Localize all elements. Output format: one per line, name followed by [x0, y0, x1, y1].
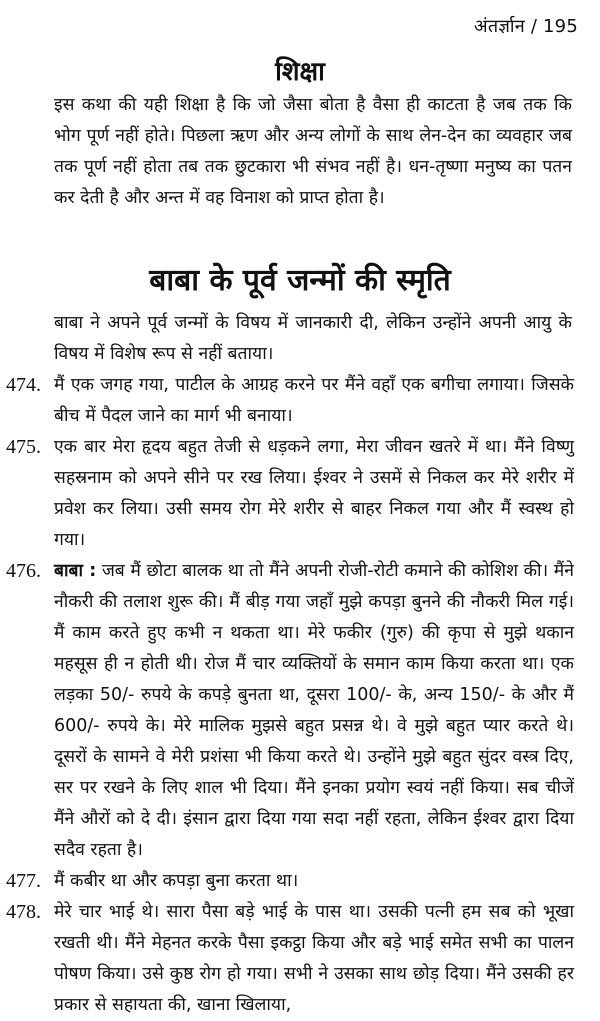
section-heading-shiksha: शिक्षा [275, 57, 325, 87]
item-number: 478. [6, 901, 41, 923]
item-text: मैं कबीर था और कपड़ा बुना करता था। [54, 871, 299, 891]
item-text: एक बार मेरा हृदय बहुत तेजी से धड़कने लगा, मेरा जीवन खतरे में था। मैंने विष्णु सहस्रनाम को अपने सीने पर रख लिया। ईश्वर ने उसमें से निकल कर मेरे शरीर में प्रवेश कर लिया। उसी समय रोग मेरे शरीर से बाहर निकल गया और मैं स्वस्थ हो गया। [54, 437, 574, 550]
past-lives-intro-paragraph: बाबा ने अपने पूर्व जन्मों के विषय में जानकारी दी, लेकिन उन्होंने अपनी आयु के विषय में विशेष रूप से नहीं बताया। [54, 313, 572, 364]
item-text: जब मैं छोटा बालक था तो मैंने अपनी रोजी-रोटी कमाने की कोशिश की। मैंने नौकरी की तलाश शुरू की। मैं बीड़ गया जहाँ मुझे कपड़ा बुनने की नौकरी मिल गई। मैं काम करते हुए कभी न थकता था। मेरे फकीर (गुरु) की कृपा से मुझे थकान महसूस ही न होती थी। रोज मैं चार व्यक्तियों के समान काम किया करता था। एक लड़का 50/- रुपये के कपड़े बुनता था, दूसरा 100/- के, अन्य 150/- के और मैं 600/- रुपये के। मेरे मालिक मुझसे बहुत प्रसन्न थे। वे मुझे बहुत प्यार करते थे। दूसरों के सामने वे मेरी प्रशंसा भी किया करते थे। उन्होंने मुझे बहुत सुंदर वस्त्र दिए, सर पर रखने के लिए शाल भी दिया। मैंने इनका प्रयोग स्वयं नहीं किया। सब चीजें मैंने औरों को दे दी। इंसान द्वारा दिया गया सदा नहीं रहता, लेकिन ईश्वर द्वारा दिया सदैव रहता है। [54, 561, 574, 860]
speaker-label: बाबा : [54, 561, 97, 581]
item-number: 477. [6, 870, 41, 892]
list-item [6, 370, 574, 432]
item-number: 476. [6, 560, 41, 582]
moral-paragraph: इस कथा की यही शिक्षा है कि जो जैसा बोता है वैसा ही काटता है जब तक कि भोग पूर्ण नहीं होते। पिछला ऋण और अन्य लोगों के साथ लेन-देन का व्यवहार जब तक पूर्ण नहीं होता तब तक छुटकारा भी संभव नहीं है। धन-तृष्णा मनुष्य का पतन कर देती है और अन्त में वह विनाश को प्राप्त होता है। [54, 95, 572, 208]
item-text: मेरे चार भाई थे। सारा पैसा बड़े भाई के पास था। उसकी पत्नी हम सब को भूखा रखती थी। मैंने मेहनत करके पैसा इकट्ठा किया और बड़े भाई समेत सभी का पालन पोषण किया। उसे कुष्ठ रोग हो गया। सभी ने उसका साथ छोड़ दिया। मैंने उसकी हर प्रकार से सहायता की, खाना खिलाया, [54, 902, 574, 1015]
item-number: 475. [6, 436, 41, 458]
list-item [6, 556, 574, 866]
section-heading-past-lives: बाबा के पूर्व जन्मों की स्मृति [149, 263, 451, 298]
list-item [6, 866, 574, 897]
item-text-with-speaker [54, 556, 574, 866]
list-item [6, 897, 574, 1021]
item-number: 474. [6, 374, 41, 396]
item-text: मैं एक जगह गया, पाटील के आग्रह करने पर मैंने वहाँ एक बगीचा लगाया। जिसके बीच में पैदल जाने का मार्ग भी बनाया। [54, 375, 574, 426]
list-item [6, 432, 574, 556]
running-header: अंतर्ज्ञान / 195 [473, 16, 578, 37]
